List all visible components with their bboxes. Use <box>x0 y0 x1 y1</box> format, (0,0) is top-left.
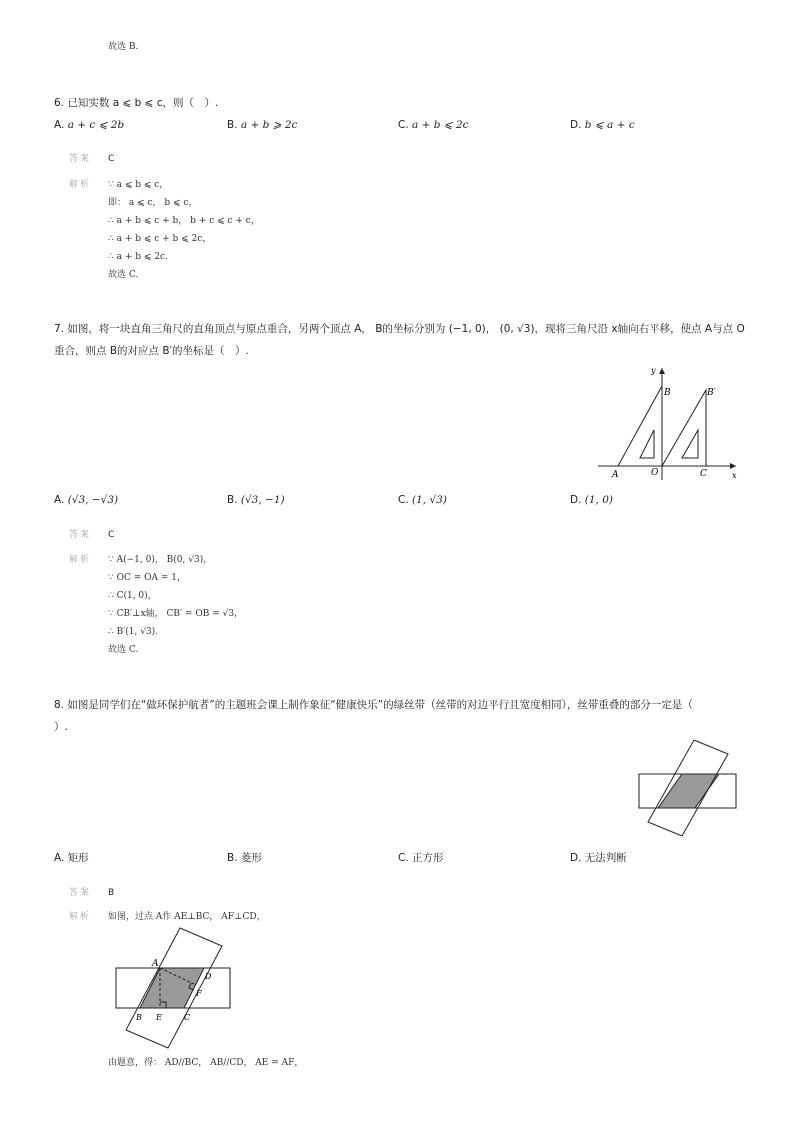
q7-analysis-label: 解析 <box>69 555 92 565</box>
q8-fig2-label-f: F <box>196 989 202 998</box>
q6-option-b[interactable]: B. a + b ⩾ 2c <box>227 119 298 131</box>
q8-fig2-label-d: D <box>205 972 212 981</box>
q7-label-x: x <box>732 471 737 480</box>
q6-analysis-label: 解析 <box>69 180 92 190</box>
q8-option-b[interactable]: B. 菱形 <box>227 852 262 864</box>
q7-option-b[interactable]: B. (√3, −1) <box>227 494 285 506</box>
q7-label-a: A <box>612 470 619 480</box>
q7-line-6: 故选 C. <box>108 645 139 655</box>
q6-line-6: 故选 C. <box>108 270 139 280</box>
q8-analysis-figure <box>112 926 236 1050</box>
q7-figure-triangles <box>598 364 742 482</box>
q7-line-2: ∵ OC = OA = 1， <box>108 573 186 583</box>
q7-stem-line1: 7. 如图，将一块直角三角尺的直角顶点与原点重合，另两个顶点 A， B的坐标分别为 (−1, 0)， (0, √3)，现将三角尺沿 x轴向右平移，使点 A与点 O <box>54 323 745 335</box>
q8-answer: B <box>108 888 115 898</box>
q7-option-d[interactable]: D. (1, 0) <box>570 494 614 506</box>
q7-label-y: y <box>651 366 656 375</box>
q6-line-5: ∴ a + b ⩽ 2c. <box>108 252 168 262</box>
q8-answer-label: 答案 <box>69 888 92 898</box>
q6-answer-label: 答案 <box>69 154 92 164</box>
q6-line-1: ∵ a ⩽ b ⩽ c， <box>108 180 169 190</box>
q8-overlap-region <box>658 774 719 808</box>
q6-answer: C <box>108 154 115 164</box>
q7-answer: C <box>108 530 115 540</box>
q7-label-b: B <box>664 388 671 398</box>
q8-fig2-overlap <box>140 968 204 1008</box>
q8-analysis-intro: 如图，过点 A作 AE⊥BC， AF⊥CD， <box>108 912 266 922</box>
q8-stem-line2: ）. <box>54 721 68 733</box>
q8-stem-line1: 8. 如图是同学们在“做环保护航者”的主题班会课上制作象征“健康快乐”的绿丝带（丝带的对边平行且宽度相同），丝带重叠的部分一定是（ <box>54 699 693 711</box>
q6-option-d[interactable]: D. b ⩽ a + c <box>570 119 635 131</box>
q8-option-c[interactable]: C. 正方形 <box>398 852 444 864</box>
q7-triangle-original-inner <box>640 430 654 458</box>
q6-line-4: ∴ a + b ⩽ c + b ⩽ 2c， <box>108 234 212 244</box>
q8-analysis-label: 解析 <box>69 912 92 922</box>
q8-fig2-label-c: C <box>184 1013 191 1022</box>
q7-triangle-translated-inner <box>682 430 698 458</box>
prev-conclusion: 故选 B. <box>108 42 139 52</box>
q7-label-bprime: B′ <box>707 388 716 398</box>
q6-stem: 6. 已知实数 a ⩽ b ⩽ c，则（ ）. <box>54 97 219 109</box>
q7-option-c[interactable]: C. (1, √3) <box>398 494 447 506</box>
q7-label-o: O <box>651 468 659 478</box>
q7-line-4: ∵ CB′⊥x轴， CB′ = OB = √3， <box>108 609 244 619</box>
q8-option-a[interactable]: A. 矩形 <box>54 852 89 864</box>
q8-fig2-label-a: A <box>152 959 159 969</box>
q8-option-d[interactable]: D. 无法判断 <box>570 852 627 864</box>
q8-analysis-last: 由题意，得： AD//BC， AB//CD， AE = AF， <box>108 1058 304 1068</box>
q6-option-a[interactable]: A. a + c ⩽ 2b <box>54 119 125 131</box>
q6-line-2: 即： a ⩽ c， b ⩽ c， <box>108 198 198 208</box>
q6-line-3: ∴ a + b ⩽ c + b， b + c ⩽ c + c， <box>108 216 260 226</box>
q7-stem-line2: 重合，则点 B的对应点 B′的坐标是（ ）. <box>54 345 249 357</box>
q7-label-c: C <box>700 469 707 479</box>
q7-answer-label: 答案 <box>69 530 92 540</box>
q7-triangle-original <box>618 386 662 466</box>
q7-line-1: ∵ A(−1, 0)， B(0, √3)， <box>108 555 213 565</box>
q7-option-a[interactable]: A. (√3, −√3) <box>54 494 119 506</box>
q7-line-3: ∴ C(1, 0)， <box>108 591 157 601</box>
q8-fig2-label-e: E <box>156 1013 162 1022</box>
q6-option-c[interactable]: C. a + b ⩽ 2c <box>398 119 469 131</box>
q7-line-5: ∴ B′(1, √3). <box>108 627 159 637</box>
q8-fig2-label-b: B <box>136 1013 142 1022</box>
q8-figure-ribbons <box>636 738 740 838</box>
